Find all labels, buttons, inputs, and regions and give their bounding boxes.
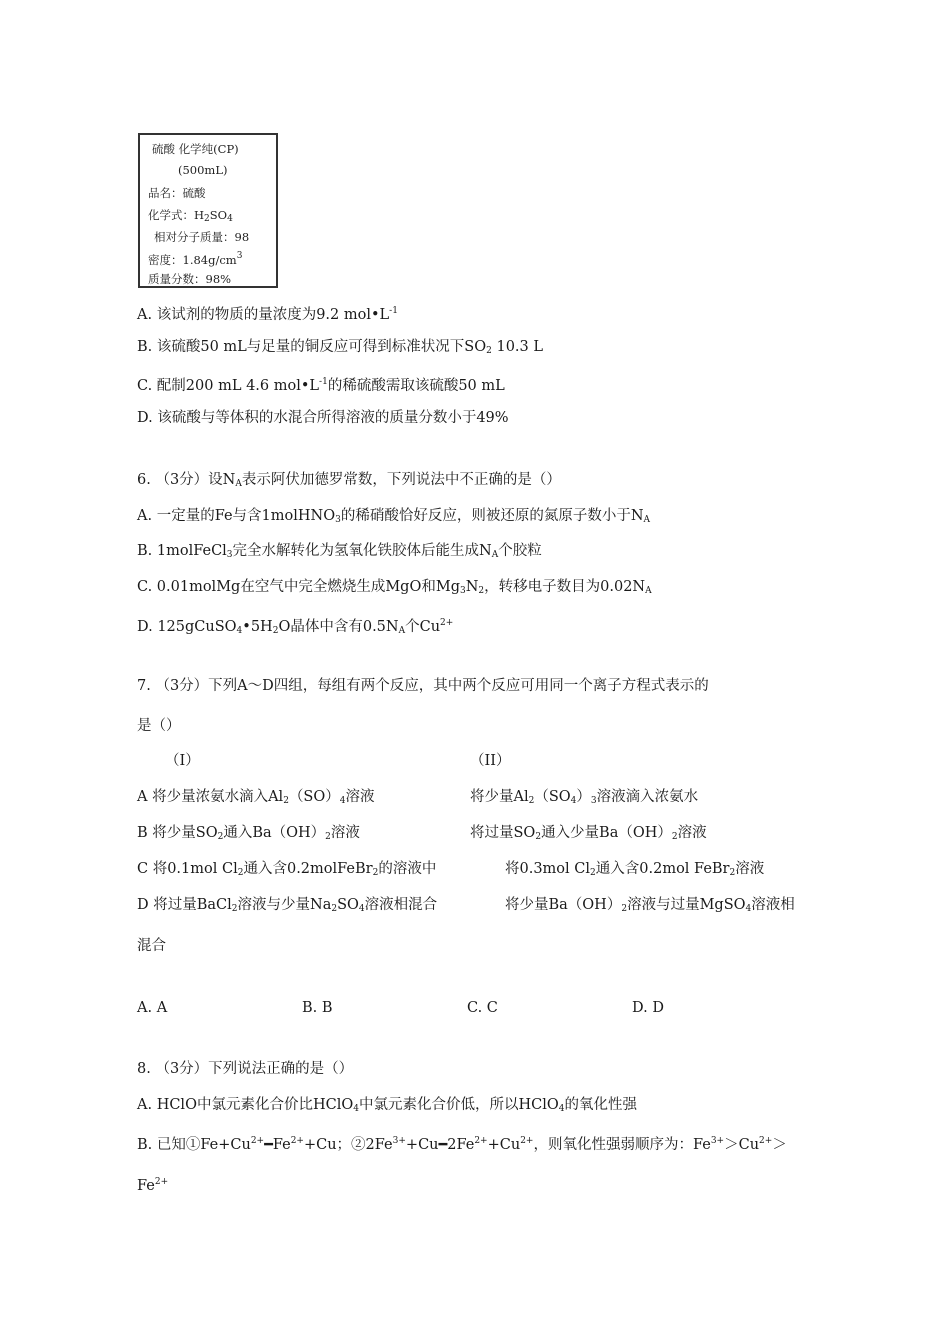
q7-row-b-right: 将过量$SO_2$通入少量$Ba(OH)_2$溶液: [470, 825, 707, 842]
q7-column-header: （II）: [470, 753, 511, 769]
label-line: 质量分数：98%: [148, 272, 232, 286]
q7-option-a: A. A: [137, 1000, 168, 1016]
q7-row-c-left: C 将0.1mol $Cl_2$通入含0.2molFeBr$_2$的溶液中: [137, 861, 437, 878]
q5-option-c: C. 配制200 mL 4.6 $mol•L^{-1}$的稀硫酸需取该硫酸50 mL: [137, 377, 505, 394]
q7-row-b-left: B 将少量$SO_2$通入$Ba(OH)_2$溶液: [137, 825, 360, 842]
q5-option-b: B. 该硫酸50 mL与足量的铜反应可得到标准状况下$SO_2$ 10.3 L: [137, 339, 544, 356]
q8-option-b: B. 已知$①Fe+Cu^{2+}━Fe^{2+}+Cu$；$②2Fe^{3+}+Cu━2Fe^{2+}+Cu^{2+}$，则氧化性强弱顺序为：$Fe^{3+}>Cu^{2+}>$: [137, 1136, 787, 1153]
q6-option-b: B. 1molFeCl$_3$完全水解转化为氢氧化铁胶体后能生成$N_A$个胶粒: [137, 543, 542, 560]
q7-stem: 7. （3分）下列A～D四组，每组有两个反应，其中两个反应可用同一个离子方程式表示的: [137, 678, 709, 694]
q8-option-a: A. HClO中氯元素化合价比HClO$_4$中氯元素化合价低，所以HClO$_4$的氧化性强: [137, 1097, 637, 1114]
q7-row-d-right: 将少量$Ba(OH)_2$溶液与过量MgSO$_4$溶液相: [505, 897, 795, 914]
q7-option-c: C. C: [467, 1000, 498, 1016]
q7-row-d-left: D 将过量BaCl$_2$溶液与少量$Na_2SO_4$溶液相混合: [137, 897, 438, 914]
q8-stem: 8. （3分）下列说法正确的是（）: [137, 1061, 354, 1077]
q7-column-header: （I）: [165, 753, 200, 769]
label-line: 化学式：$H_2SO_4$: [148, 208, 233, 224]
q7-row-c-right: 将0.3mol $Cl_2$通入含0.2mol FeBr$_2$溶液: [505, 861, 765, 878]
q7-stem-cont: 是（）: [137, 718, 181, 734]
reagent-label-image: [138, 133, 278, 288]
q6-option-d: D. $125gCuSO_4•5H_2O$晶体中含有$0.5N_A$个$Cu^{2+}$: [137, 618, 454, 636]
label-line: (500mL): [178, 163, 228, 177]
label-line: 密度：$1.84g/cm^3$: [148, 251, 243, 267]
q8-option-b-cont: $Fe^{2+}$: [137, 1177, 169, 1194]
q7-row-d-cont: 混合: [137, 938, 166, 954]
label-line: 品名：硫酸: [148, 186, 206, 200]
q6-option-c: C. 0.01molMg在空气中完全燃烧生成MgO和$Mg_3N_2$，转移电子数目为$0.02N_A$: [137, 579, 652, 596]
q6-stem: 6. （3分）设$N_A$表示阿伏加德罗常数，下列说法中不正确的是（）: [137, 472, 561, 489]
q6-option-a: A. 一定量的Fe与含1molHNO$_3$的稀硝酸恰好反应，则被还原的氮原子数小于$N_A$: [137, 508, 651, 525]
q7-row-a-right: 将少量$Al_2(SO_4)_3$溶液滴入浓氨水: [470, 789, 699, 806]
label-line: 硫酸 化学纯(CP): [152, 142, 239, 156]
label-line: 相对分子质量：98: [154, 230, 250, 244]
q5-option-d: D. 该硫酸与等体积的水混合所得溶液的质量分数小于49%: [137, 410, 509, 426]
q7-option-b: B. B: [302, 1000, 333, 1016]
q7-row-a-left: A 将少量浓氨水滴入$Al_2(SO)_4$溶液: [137, 789, 375, 806]
q7-option-d: D. D: [632, 1000, 664, 1016]
q5-option-a: A. 该试剂的物质的量浓度为9.2 $mol•L^{-1}$: [137, 306, 398, 323]
